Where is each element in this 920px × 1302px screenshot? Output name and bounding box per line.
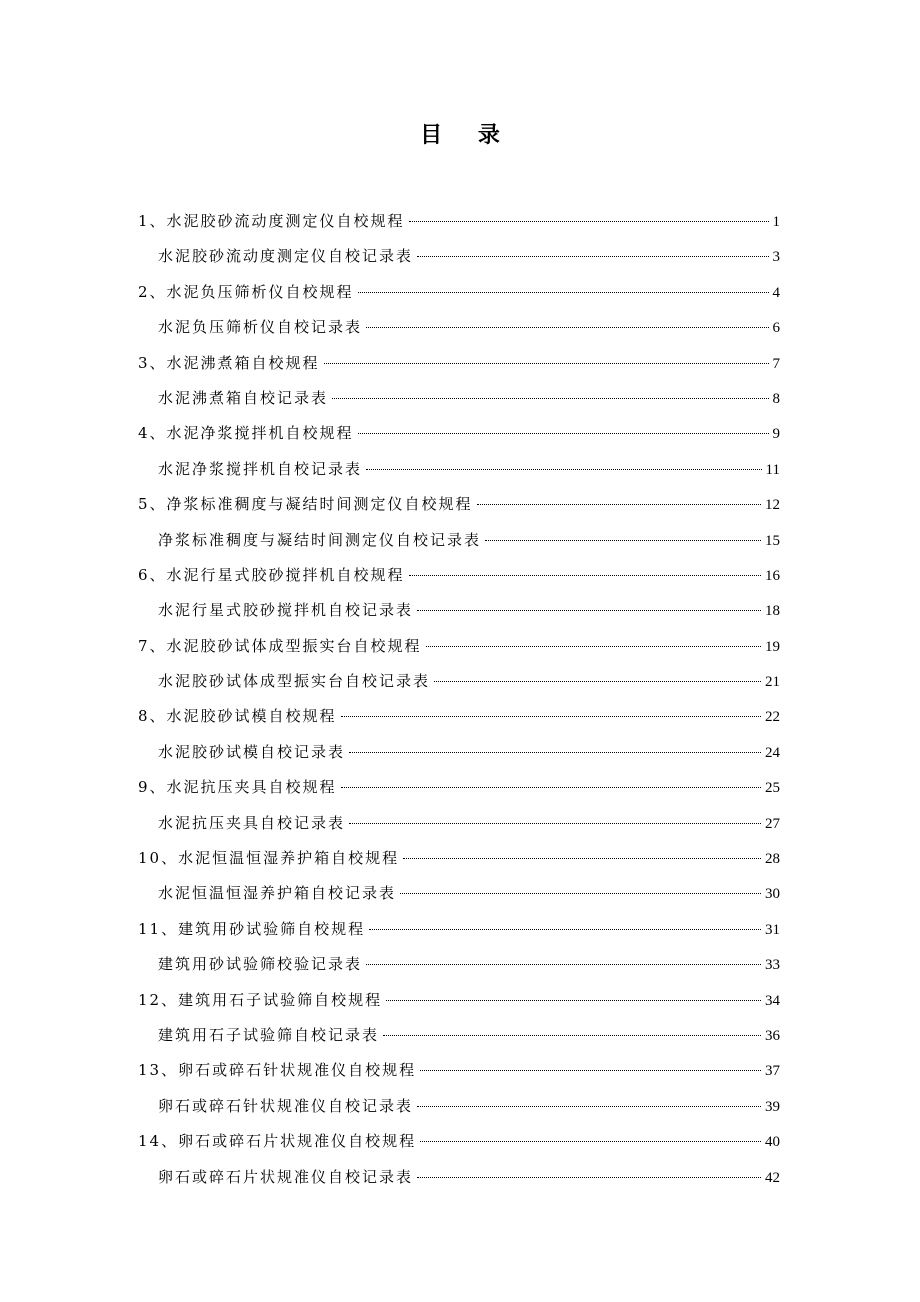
toc-entry[interactable] bbox=[138, 912, 780, 947]
toc-entry-label: 5、净浆标准稠度与凝结时间测定仪自校规程 bbox=[138, 495, 473, 514]
toc-dot-leader bbox=[324, 363, 769, 364]
toc-dot-leader bbox=[366, 964, 761, 965]
toc-dot-leader bbox=[349, 823, 761, 824]
toc-entry-label: 9、水泥抗压夹具自校规程 bbox=[138, 778, 337, 797]
toc-dot-leader bbox=[358, 433, 769, 434]
toc-entry[interactable] bbox=[138, 983, 780, 1018]
toc-dot-leader bbox=[417, 610, 761, 611]
toc-page-number: 7 bbox=[772, 355, 780, 372]
toc-entry[interactable] bbox=[138, 487, 780, 522]
toc-dot-leader bbox=[332, 398, 768, 399]
toc-page-number: 24 bbox=[765, 744, 780, 761]
toc-page-number: 22 bbox=[765, 709, 780, 726]
toc-entry[interactable] bbox=[138, 1053, 780, 1088]
toc-subentry[interactable] bbox=[138, 876, 780, 911]
toc-page-number: 40 bbox=[765, 1134, 780, 1151]
toc-dot-leader bbox=[383, 1035, 761, 1036]
toc-dot-leader bbox=[403, 858, 761, 859]
toc-page-number: 39 bbox=[765, 1098, 780, 1115]
toc-dot-leader bbox=[400, 893, 761, 894]
toc-entry-label: 水泥胶砂试体成型振实台自校记录表 bbox=[158, 672, 431, 691]
toc-entry-label: 7、水泥胶砂试体成型振实台自校规程 bbox=[138, 636, 422, 655]
toc-entry[interactable] bbox=[138, 346, 780, 381]
toc-entry-label: 3、水泥沸煮箱自校规程 bbox=[138, 353, 320, 372]
toc-dot-leader bbox=[349, 752, 761, 753]
toc-page-number: 15 bbox=[765, 532, 780, 549]
toc-page-number: 31 bbox=[765, 921, 780, 938]
toc-page-number: 6 bbox=[772, 320, 780, 337]
toc-page-number: 3 bbox=[772, 249, 780, 266]
toc-page-number: 25 bbox=[765, 780, 780, 797]
toc-entry-label: 14、卵石或碎石片状规准仪自校规程 bbox=[138, 1132, 417, 1151]
toc-entry-label: 建筑用砂试验筛校验记录表 bbox=[158, 955, 363, 974]
toc-page-number: 19 bbox=[765, 638, 780, 655]
toc-entry[interactable] bbox=[138, 629, 780, 664]
toc-page-number: 27 bbox=[765, 815, 780, 832]
toc-entry-label: 卵石或碎石片状规准仪自校记录表 bbox=[158, 1167, 414, 1186]
toc-entry-label: 卵石或碎石针状规准仪自校记录表 bbox=[158, 1096, 414, 1115]
toc-page-number: 11 bbox=[765, 461, 780, 478]
toc-dot-leader bbox=[420, 1141, 761, 1142]
toc-page-number: 8 bbox=[772, 390, 780, 407]
toc-subentry[interactable] bbox=[138, 735, 780, 770]
toc-dot-leader bbox=[386, 1000, 761, 1001]
toc-dot-leader bbox=[341, 787, 761, 788]
toc-page-number: 30 bbox=[765, 886, 780, 903]
toc-subentry[interactable] bbox=[138, 1160, 780, 1195]
toc-page-number: 18 bbox=[765, 603, 780, 620]
page-title: 目 录 bbox=[420, 122, 514, 148]
toc-subentry[interactable] bbox=[138, 664, 780, 699]
toc-page-number: 4 bbox=[772, 284, 780, 301]
toc-subentry[interactable] bbox=[138, 452, 780, 487]
toc-dot-leader bbox=[409, 575, 761, 576]
toc-dot-leader bbox=[358, 292, 769, 293]
toc-entry-label: 8、水泥胶砂试模自校规程 bbox=[138, 707, 337, 726]
toc-entry-label: 水泥抗压夹具自校记录表 bbox=[158, 813, 346, 832]
toc-dot-leader bbox=[485, 540, 761, 541]
toc-page-number: 34 bbox=[765, 992, 780, 1009]
table-of-contents bbox=[138, 204, 780, 1195]
toc-entry-label: 11、建筑用砂试验筛自校规程 bbox=[138, 919, 366, 938]
toc-page-number: 9 bbox=[772, 426, 780, 443]
toc-entry-label: 水泥恒温恒湿养护箱自校记录表 bbox=[158, 884, 397, 903]
toc-page-number: 36 bbox=[765, 1027, 780, 1044]
toc-entry-label: 水泥行星式胶砂搅拌机自校记录表 bbox=[158, 601, 414, 620]
toc-page-number: 12 bbox=[765, 497, 780, 514]
toc-page-number: 1 bbox=[772, 214, 780, 230]
toc-dot-leader bbox=[434, 681, 761, 682]
toc-subentry[interactable] bbox=[138, 1089, 780, 1124]
toc-entry-label: 4、水泥净浆搅拌机自校规程 bbox=[138, 424, 354, 443]
toc-entry-label: 13、卵石或碎石针状规准仪自校规程 bbox=[138, 1061, 417, 1080]
toc-entry-label: 2、水泥负压筛析仪自校规程 bbox=[138, 282, 354, 301]
toc-entry[interactable] bbox=[138, 416, 780, 451]
toc-dot-leader bbox=[426, 646, 761, 647]
toc-dot-leader bbox=[417, 256, 768, 257]
toc-dot-leader bbox=[477, 504, 761, 505]
toc-subentry[interactable] bbox=[138, 239, 780, 274]
toc-page-number: 21 bbox=[765, 674, 780, 691]
toc-subentry[interactable] bbox=[138, 310, 780, 345]
toc-entry-label: 水泥沸煮箱自校记录表 bbox=[158, 388, 329, 407]
toc-page-number: 16 bbox=[765, 567, 780, 584]
toc-page-number: 37 bbox=[765, 1063, 780, 1080]
toc-entry[interactable] bbox=[138, 841, 780, 876]
toc-entry-label: 水泥胶砂试模自校记录表 bbox=[158, 742, 346, 761]
toc-dot-leader bbox=[369, 929, 761, 930]
toc-page-number: 33 bbox=[765, 957, 780, 974]
toc-entry[interactable] bbox=[138, 275, 780, 310]
toc-dot-leader bbox=[366, 327, 768, 328]
toc-subentry[interactable] bbox=[138, 806, 780, 841]
toc-entry-label: 水泥净浆搅拌机自校记录表 bbox=[158, 459, 363, 478]
toc-subentry[interactable] bbox=[138, 523, 780, 558]
toc-entry-label: 水泥胶砂流动度测定仪自校记录表 bbox=[158, 247, 414, 266]
toc-dot-leader bbox=[341, 716, 761, 717]
toc-entry[interactable] bbox=[138, 558, 780, 593]
toc-subentry[interactable] bbox=[138, 593, 780, 628]
toc-dot-leader bbox=[420, 1070, 761, 1071]
toc-dot-leader bbox=[366, 469, 762, 470]
toc-entry-label: 建筑用石子试验筛自校记录表 bbox=[158, 1025, 380, 1044]
toc-entry[interactable] bbox=[138, 1124, 780, 1159]
toc-dot-leader bbox=[409, 221, 769, 222]
toc-subentry[interactable] bbox=[138, 947, 780, 982]
toc-entry[interactable] bbox=[138, 204, 780, 239]
toc-entry[interactable] bbox=[138, 699, 780, 734]
toc-dot-leader bbox=[417, 1177, 761, 1178]
toc-subentry[interactable] bbox=[138, 1018, 780, 1053]
toc-entry-label: 水泥负压筛析仪自校记录表 bbox=[158, 318, 363, 337]
toc-dot-leader bbox=[417, 1106, 761, 1107]
toc-entry-label: 10、水泥恒温恒湿养护箱自校规程 bbox=[138, 849, 400, 868]
toc-entry-label: 净浆标准稠度与凝结时间测定仪自校记录表 bbox=[158, 530, 482, 549]
toc-page-number: 28 bbox=[765, 851, 780, 868]
toc-entry-label: 12、建筑用石子试验筛自校规程 bbox=[138, 990, 383, 1009]
toc-entry[interactable] bbox=[138, 770, 780, 805]
toc-page-number: 42 bbox=[765, 1169, 780, 1186]
toc-subentry[interactable] bbox=[138, 381, 780, 416]
toc-entry-label: 1、水泥胶砂流动度测定仪自校规程 bbox=[138, 212, 405, 230]
toc-entry-label: 6、水泥行星式胶砂搅拌机自校规程 bbox=[138, 565, 405, 584]
